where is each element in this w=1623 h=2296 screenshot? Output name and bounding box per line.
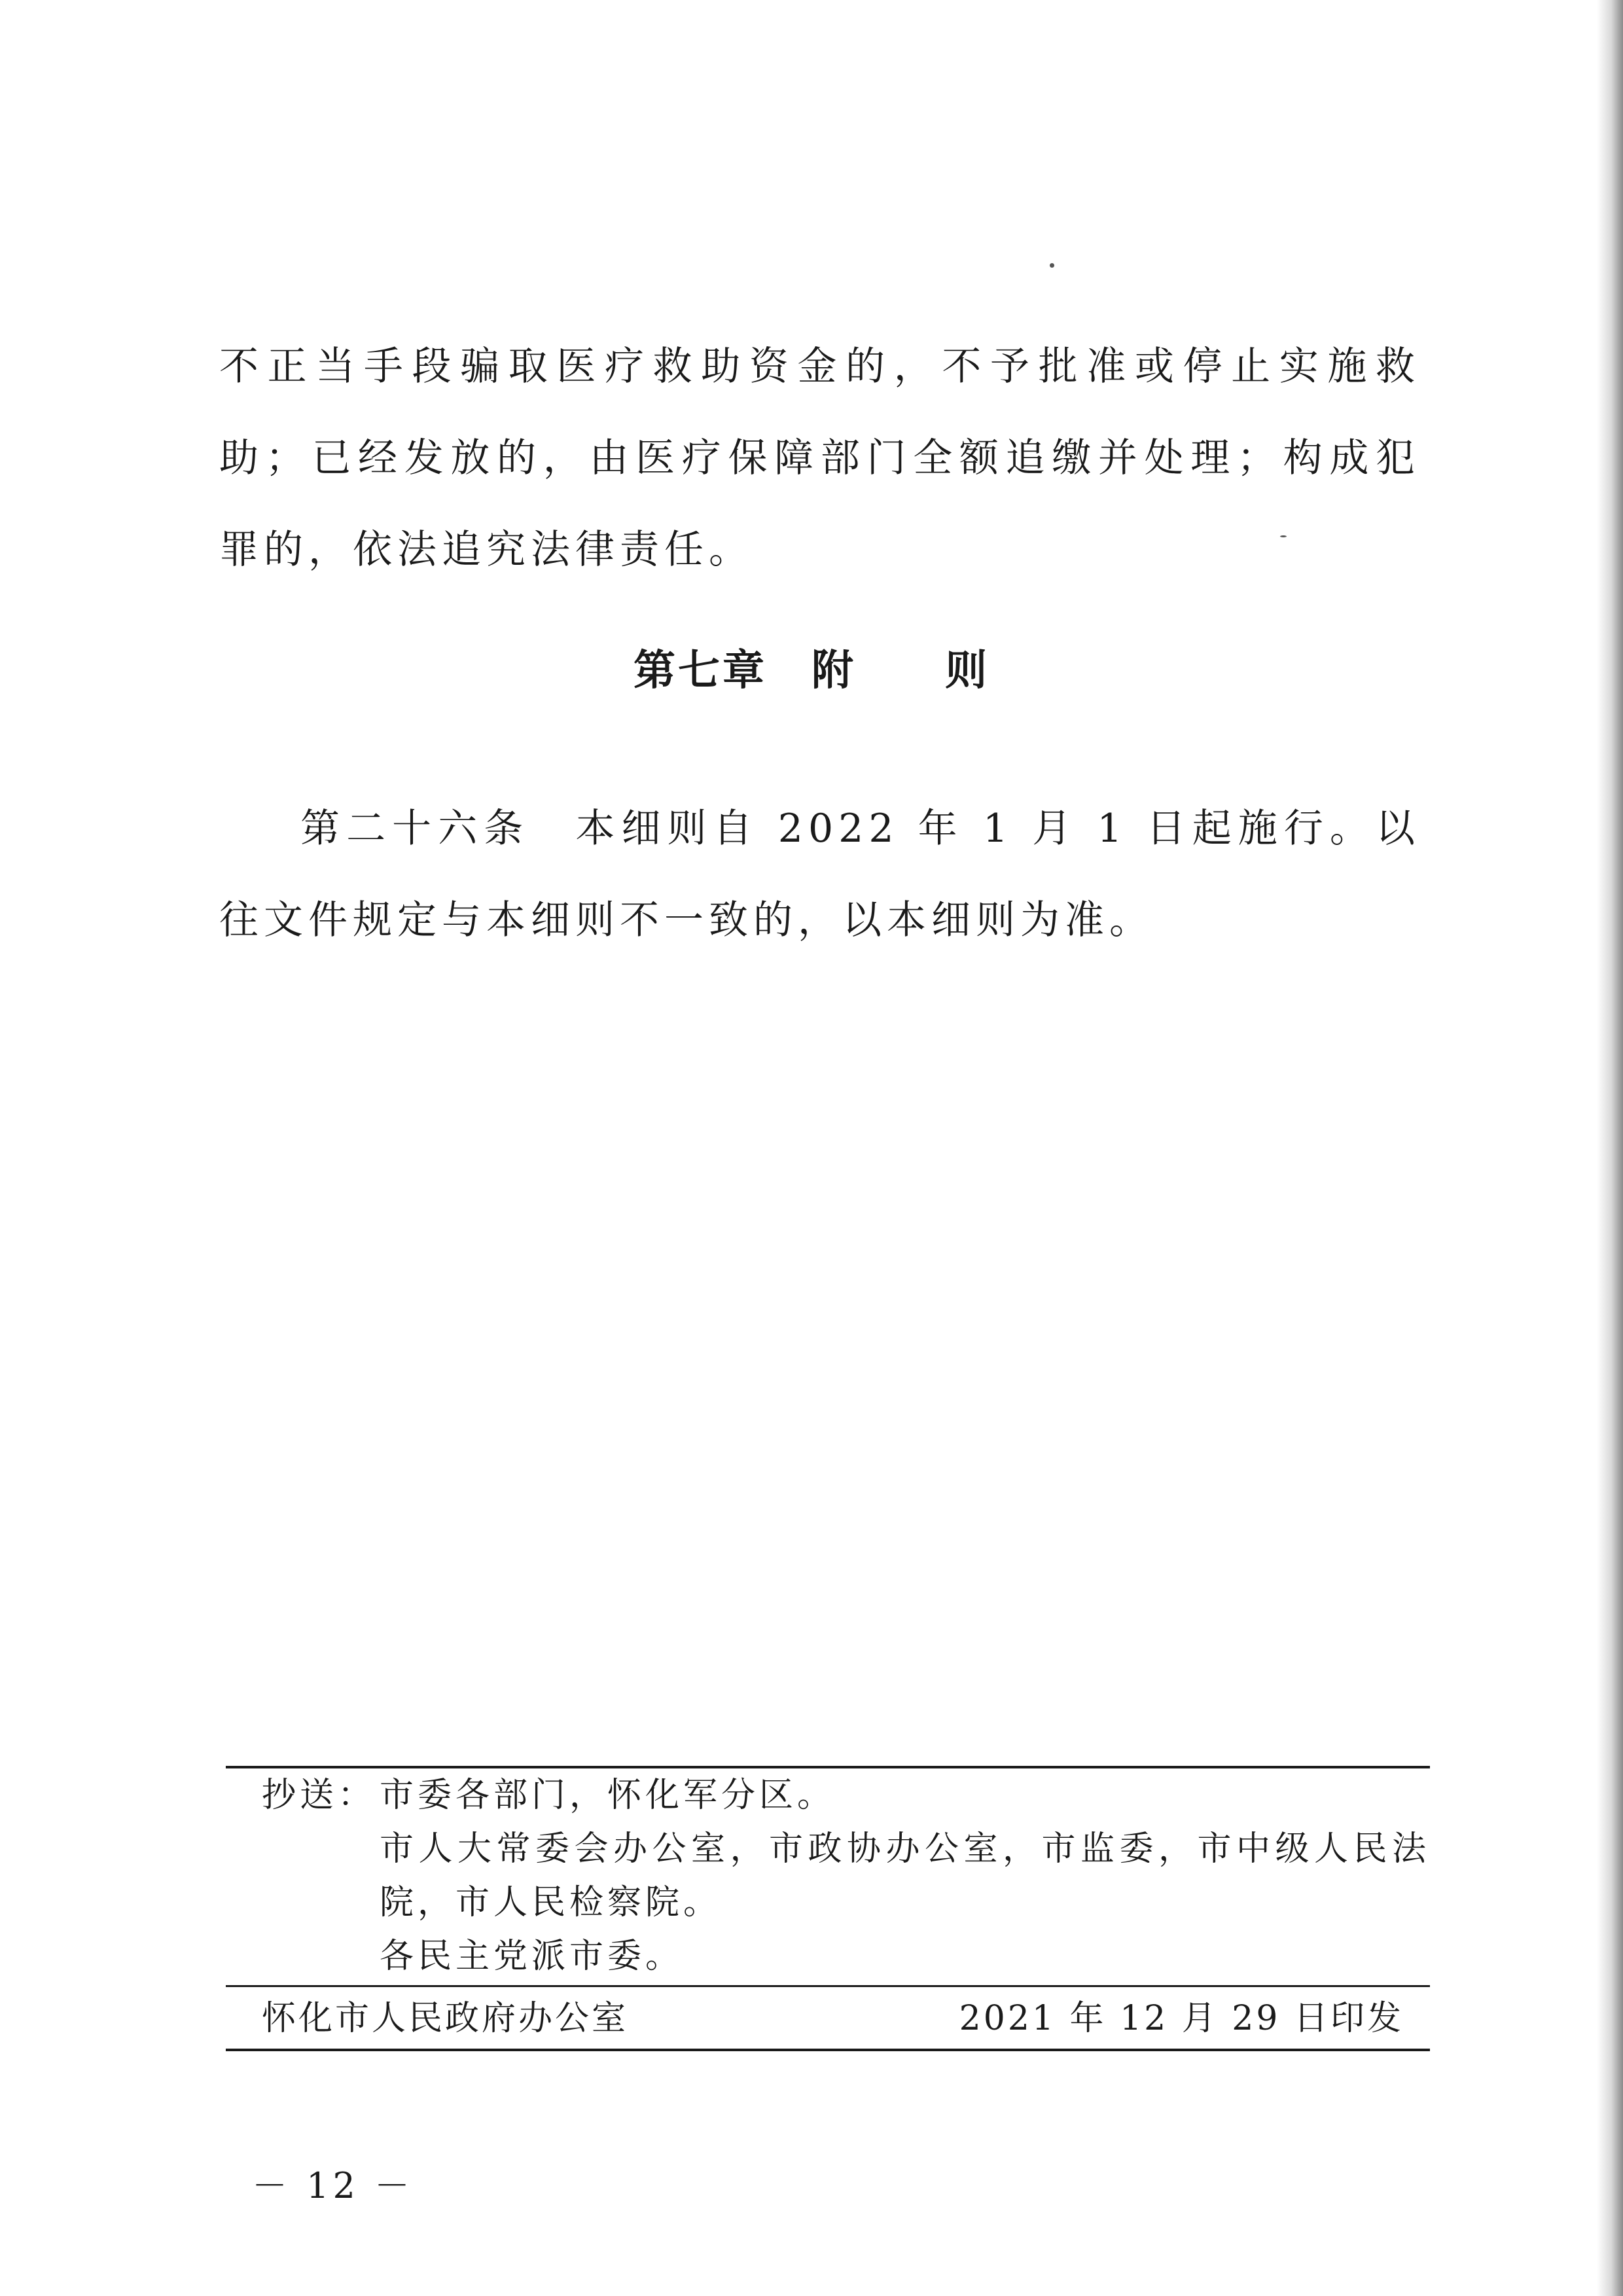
issuer-name: 怀化市人民政府办公室 [262,1999,629,2038]
distribution-line-3: 各民主党派市委。 [380,1937,684,1976]
distribution-middle-rule [226,1985,1430,1987]
scanner-edge-shadow [1597,0,1623,2296]
issuance-footer [262,1990,1404,2047]
distribution-block [262,1768,1430,1983]
distribution-line-1: 市委各部门，怀化军分区。 [380,1776,836,1815]
chapter-title: 第七章 附 则 [633,647,990,695]
distribution-line-2: 市人大常委会办公室，市政协办公室，市监委，市中级人民法院，市人民检察院。 [380,1829,1430,1922]
scan-speck [1050,263,1054,268]
distribution-bottom-rule [226,2049,1430,2051]
page-number: － 12 － [252,2165,414,2206]
body-paragraph-continued: 不正当手段骗取医疗救助资金的，不予批准或停止实施救助；已经发放的，由医疗保障部门全额追缴并处理；构成犯罪的，依法追究法律责任。 [219,344,1420,573]
issue-date: 2021 年 12 月 29 日印发 [959,1999,1404,2038]
distribution-label: 抄送： [262,1776,376,1815]
article-26-paragraph: 第二十六条 本细则自 2022 年 1 月 1 日起施行。以往文件规定与本细则不一致的，以本细则为准。 [219,806,1420,943]
